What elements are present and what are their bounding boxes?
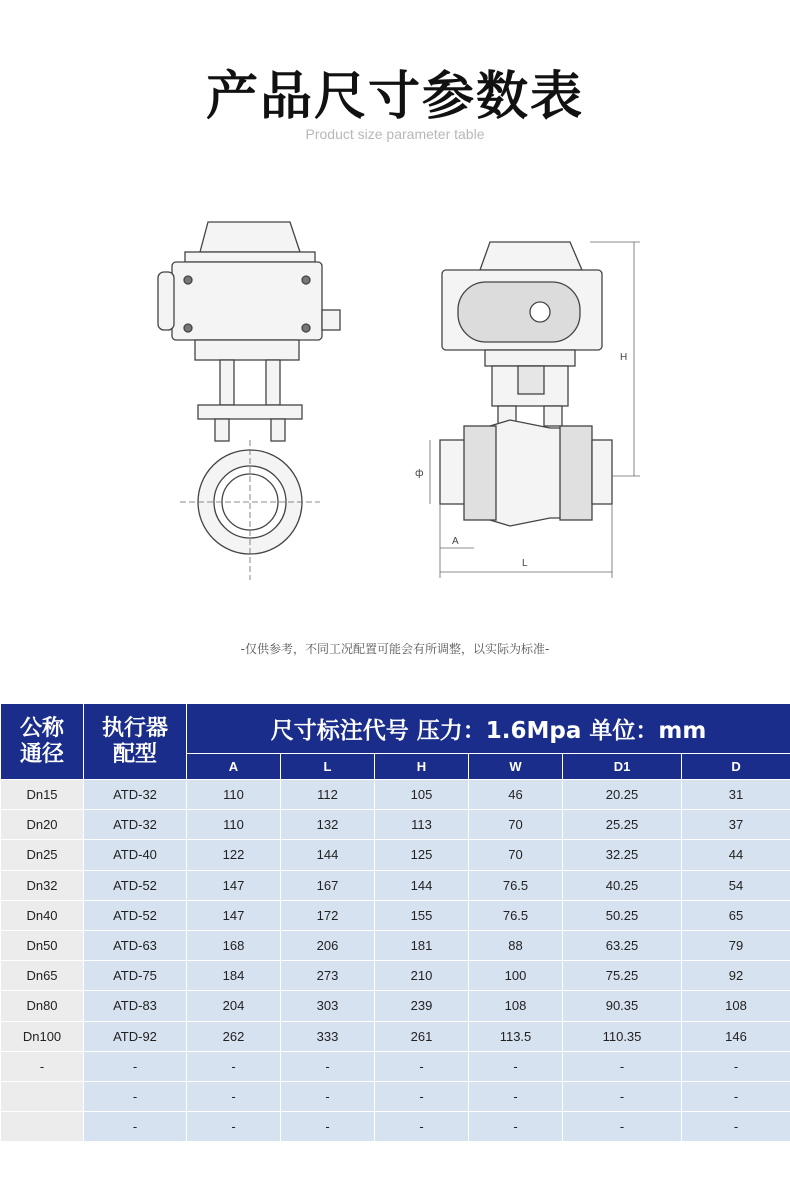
- header-nominal-diameter: 公称 通径: [1, 704, 84, 780]
- cell-dimension-value: -: [563, 1081, 682, 1111]
- cell-nominal-diameter: Dn25: [1, 840, 84, 870]
- cell-dimension-value: 92: [682, 961, 790, 991]
- cell-dimension-value: 105: [375, 780, 469, 810]
- right-union-nut-left: [464, 426, 496, 520]
- cell-dimension-value: -: [187, 1112, 281, 1142]
- cell-dimension-value: -: [563, 1112, 682, 1142]
- left-cable-gland: [322, 310, 340, 330]
- cell-dimension-value: 75.25: [563, 961, 682, 991]
- cell-dimension-value: 79: [682, 930, 790, 960]
- cell-nominal-diameter: Dn65: [1, 961, 84, 991]
- cell-dimension-value: -: [469, 1051, 563, 1081]
- cell-actuator-model: ATD-83: [84, 991, 187, 1021]
- table-row: [1, 1021, 790, 1051]
- left-bracket-right: [266, 360, 280, 405]
- cell-dimension-value: 110: [187, 810, 281, 840]
- table-row: [1, 930, 790, 960]
- cell-dimension-value: 32.25: [563, 840, 682, 870]
- disclaimer-note: -仅供参考，不同工况配置可能会有所调整，以实际为标准-: [240, 642, 550, 656]
- cell-dimension-value: 147: [187, 900, 281, 930]
- left-bracket-left: [220, 360, 234, 405]
- cell-nominal-diameter: Dn15: [1, 780, 84, 810]
- left-actuator-base: [195, 340, 299, 360]
- column-header-a: A: [187, 754, 281, 780]
- cell-dimension-value: 113.5: [469, 1021, 563, 1051]
- table-row: [1, 1051, 790, 1081]
- table-row: [1, 810, 790, 840]
- cell-dimension-value: 100: [469, 961, 563, 991]
- cell-dimension-value: 110: [187, 780, 281, 810]
- left-actuator-body: [172, 262, 322, 340]
- header-dimension-group: 尺寸标注代号 压力：1.6Mpa 单位：mm: [187, 704, 790, 754]
- cell-dimension-value: 155: [375, 900, 469, 930]
- cell-dimension-value: -: [187, 1051, 281, 1081]
- cell-nominal-diameter: -: [1, 1051, 84, 1081]
- cell-dimension-value: 303: [281, 991, 375, 1021]
- dim-label-L: L: [522, 558, 528, 569]
- size-parameter-table: [0, 703, 790, 1142]
- cell-dimension-value: 31: [682, 780, 790, 810]
- cell-nominal-diameter: Dn20: [1, 810, 84, 840]
- cell-nominal-diameter: Dn80: [1, 991, 84, 1021]
- cell-dimension-value: 172: [281, 900, 375, 930]
- cell-dimension-value: 70: [469, 810, 563, 840]
- right-indicator-dial: [530, 302, 550, 322]
- cell-dimension-value: 54: [682, 870, 790, 900]
- cell-dimension-value: 46: [469, 780, 563, 810]
- cell-nominal-diameter: Dn32: [1, 870, 84, 900]
- cell-dimension-value: 262: [187, 1021, 281, 1051]
- cell-actuator-model: ATD-75: [84, 961, 187, 991]
- right-bolt-right: [544, 406, 562, 426]
- cell-dimension-value: 125: [375, 840, 469, 870]
- cell-nominal-diameter: Dn50: [1, 930, 84, 960]
- cell-dimension-value: 146: [682, 1021, 790, 1051]
- left-actuator-side-knob: [158, 272, 174, 330]
- left-actuator-cap: [200, 222, 300, 252]
- cell-dimension-value: 112: [281, 780, 375, 810]
- table-row: [1, 780, 790, 810]
- cell-dimension-value: 206: [281, 930, 375, 960]
- cell-actuator-model: ATD-40: [84, 840, 187, 870]
- cell-dimension-value: 144: [281, 840, 375, 870]
- cell-actuator-model: -: [84, 1112, 187, 1142]
- column-header-d1: D1: [563, 754, 682, 780]
- column-header-l: L: [281, 754, 375, 780]
- cell-dimension-value: 65: [682, 900, 790, 930]
- right-actuator-cap: [480, 242, 582, 270]
- cell-dimension-value: 50.25: [563, 900, 682, 930]
- table-row: [1, 991, 790, 1021]
- cell-dimension-value: 25.25: [563, 810, 682, 840]
- cell-dimension-value: 261: [375, 1021, 469, 1051]
- cell-dimension-value: 108: [682, 991, 790, 1021]
- cell-dimension-value: 181: [375, 930, 469, 960]
- left-bolt-right: [271, 419, 285, 441]
- table-row: [1, 840, 790, 870]
- cell-dimension-value: -: [375, 1051, 469, 1081]
- cell-dimension-value: 113: [375, 810, 469, 840]
- cell-dimension-value: 76.5: [469, 870, 563, 900]
- cell-dimension-value: 20.25: [563, 780, 682, 810]
- right-position-indicator-housing: [458, 282, 580, 342]
- cell-dimension-value: 63.25: [563, 930, 682, 960]
- cell-dimension-value: 37: [682, 810, 790, 840]
- cell-nominal-diameter: Dn40: [1, 900, 84, 930]
- table-row: [1, 900, 790, 930]
- table-row: [1, 1112, 790, 1142]
- cell-dimension-value: 147: [187, 870, 281, 900]
- table-row: [1, 961, 790, 991]
- cell-dimension-value: -: [281, 1081, 375, 1111]
- left-actuator-top-band: [185, 252, 315, 262]
- cell-dimension-value: -: [375, 1112, 469, 1142]
- left-mounting-flange: [198, 405, 302, 419]
- right-actuator-base: [485, 350, 575, 366]
- dim-label-H: H: [620, 352, 628, 363]
- cell-dimension-value: 167: [281, 870, 375, 900]
- right-union-nut-right: [560, 426, 592, 520]
- cell-actuator-model: ATD-32: [84, 810, 187, 840]
- cell-dimension-value: -: [281, 1112, 375, 1142]
- column-header-h: H: [375, 754, 469, 780]
- cell-actuator-model: ATD-63: [84, 930, 187, 960]
- cell-dimension-value: 333: [281, 1021, 375, 1051]
- column-header-d: D: [682, 754, 790, 780]
- cell-actuator-model: -: [84, 1051, 187, 1081]
- cell-dimension-value: 273: [281, 961, 375, 991]
- dim-label-A: A: [452, 536, 459, 547]
- cell-actuator-model: ATD-52: [84, 900, 187, 930]
- cell-dimension-value: 88: [469, 930, 563, 960]
- right-coupling: [518, 366, 544, 394]
- cell-nominal-diameter: Dn100: [1, 1021, 84, 1051]
- right-outlet-pipe: [592, 440, 612, 504]
- cell-dimension-value: 184: [187, 961, 281, 991]
- left-bolt-left: [215, 419, 229, 441]
- page-subtitle: Product size parameter table: [305, 126, 485, 142]
- table-row: [1, 1081, 790, 1111]
- cell-dimension-value: 122: [187, 840, 281, 870]
- cell-actuator-model: ATD-32: [84, 780, 187, 810]
- dim-label-phi: ф: [415, 468, 424, 479]
- header-actuator-model: 执行器 配型: [84, 704, 187, 780]
- cell-nominal-diameter: [1, 1112, 84, 1142]
- cell-dimension-value: 44: [682, 840, 790, 870]
- cell-actuator-model: ATD-92: [84, 1021, 187, 1051]
- cell-dimension-value: -: [375, 1081, 469, 1111]
- cell-dimension-value: 110.35: [563, 1021, 682, 1051]
- table-row: [1, 870, 790, 900]
- valve-technical-drawing: [140, 200, 650, 610]
- cell-dimension-value: -: [469, 1112, 563, 1142]
- cell-dimension-value: -: [682, 1112, 790, 1142]
- cell-dimension-value: -: [469, 1081, 563, 1111]
- cell-dimension-value: 204: [187, 991, 281, 1021]
- cell-dimension-value: 70: [469, 840, 563, 870]
- cell-actuator-model: ATD-52: [84, 870, 187, 900]
- cell-dimension-value: 76.5: [469, 900, 563, 930]
- cell-dimension-value: 40.25: [563, 870, 682, 900]
- column-header-w: W: [469, 754, 563, 780]
- cell-dimension-value: 108: [469, 991, 563, 1021]
- cell-actuator-model: -: [84, 1081, 187, 1111]
- page-title: 产品尺寸参数表: [205, 67, 584, 127]
- cell-nominal-diameter: [1, 1081, 84, 1111]
- cell-dimension-value: -: [682, 1051, 790, 1081]
- cell-dimension-value: 210: [375, 961, 469, 991]
- cell-dimension-value: 239: [375, 991, 469, 1021]
- cell-dimension-value: 144: [375, 870, 469, 900]
- cell-dimension-value: -: [682, 1081, 790, 1111]
- cell-dimension-value: 90.35: [563, 991, 682, 1021]
- cell-dimension-value: -: [563, 1051, 682, 1081]
- cell-dimension-value: 168: [187, 930, 281, 960]
- cell-dimension-value: 132: [281, 810, 375, 840]
- cell-dimension-value: -: [187, 1081, 281, 1111]
- cell-dimension-value: -: [281, 1051, 375, 1081]
